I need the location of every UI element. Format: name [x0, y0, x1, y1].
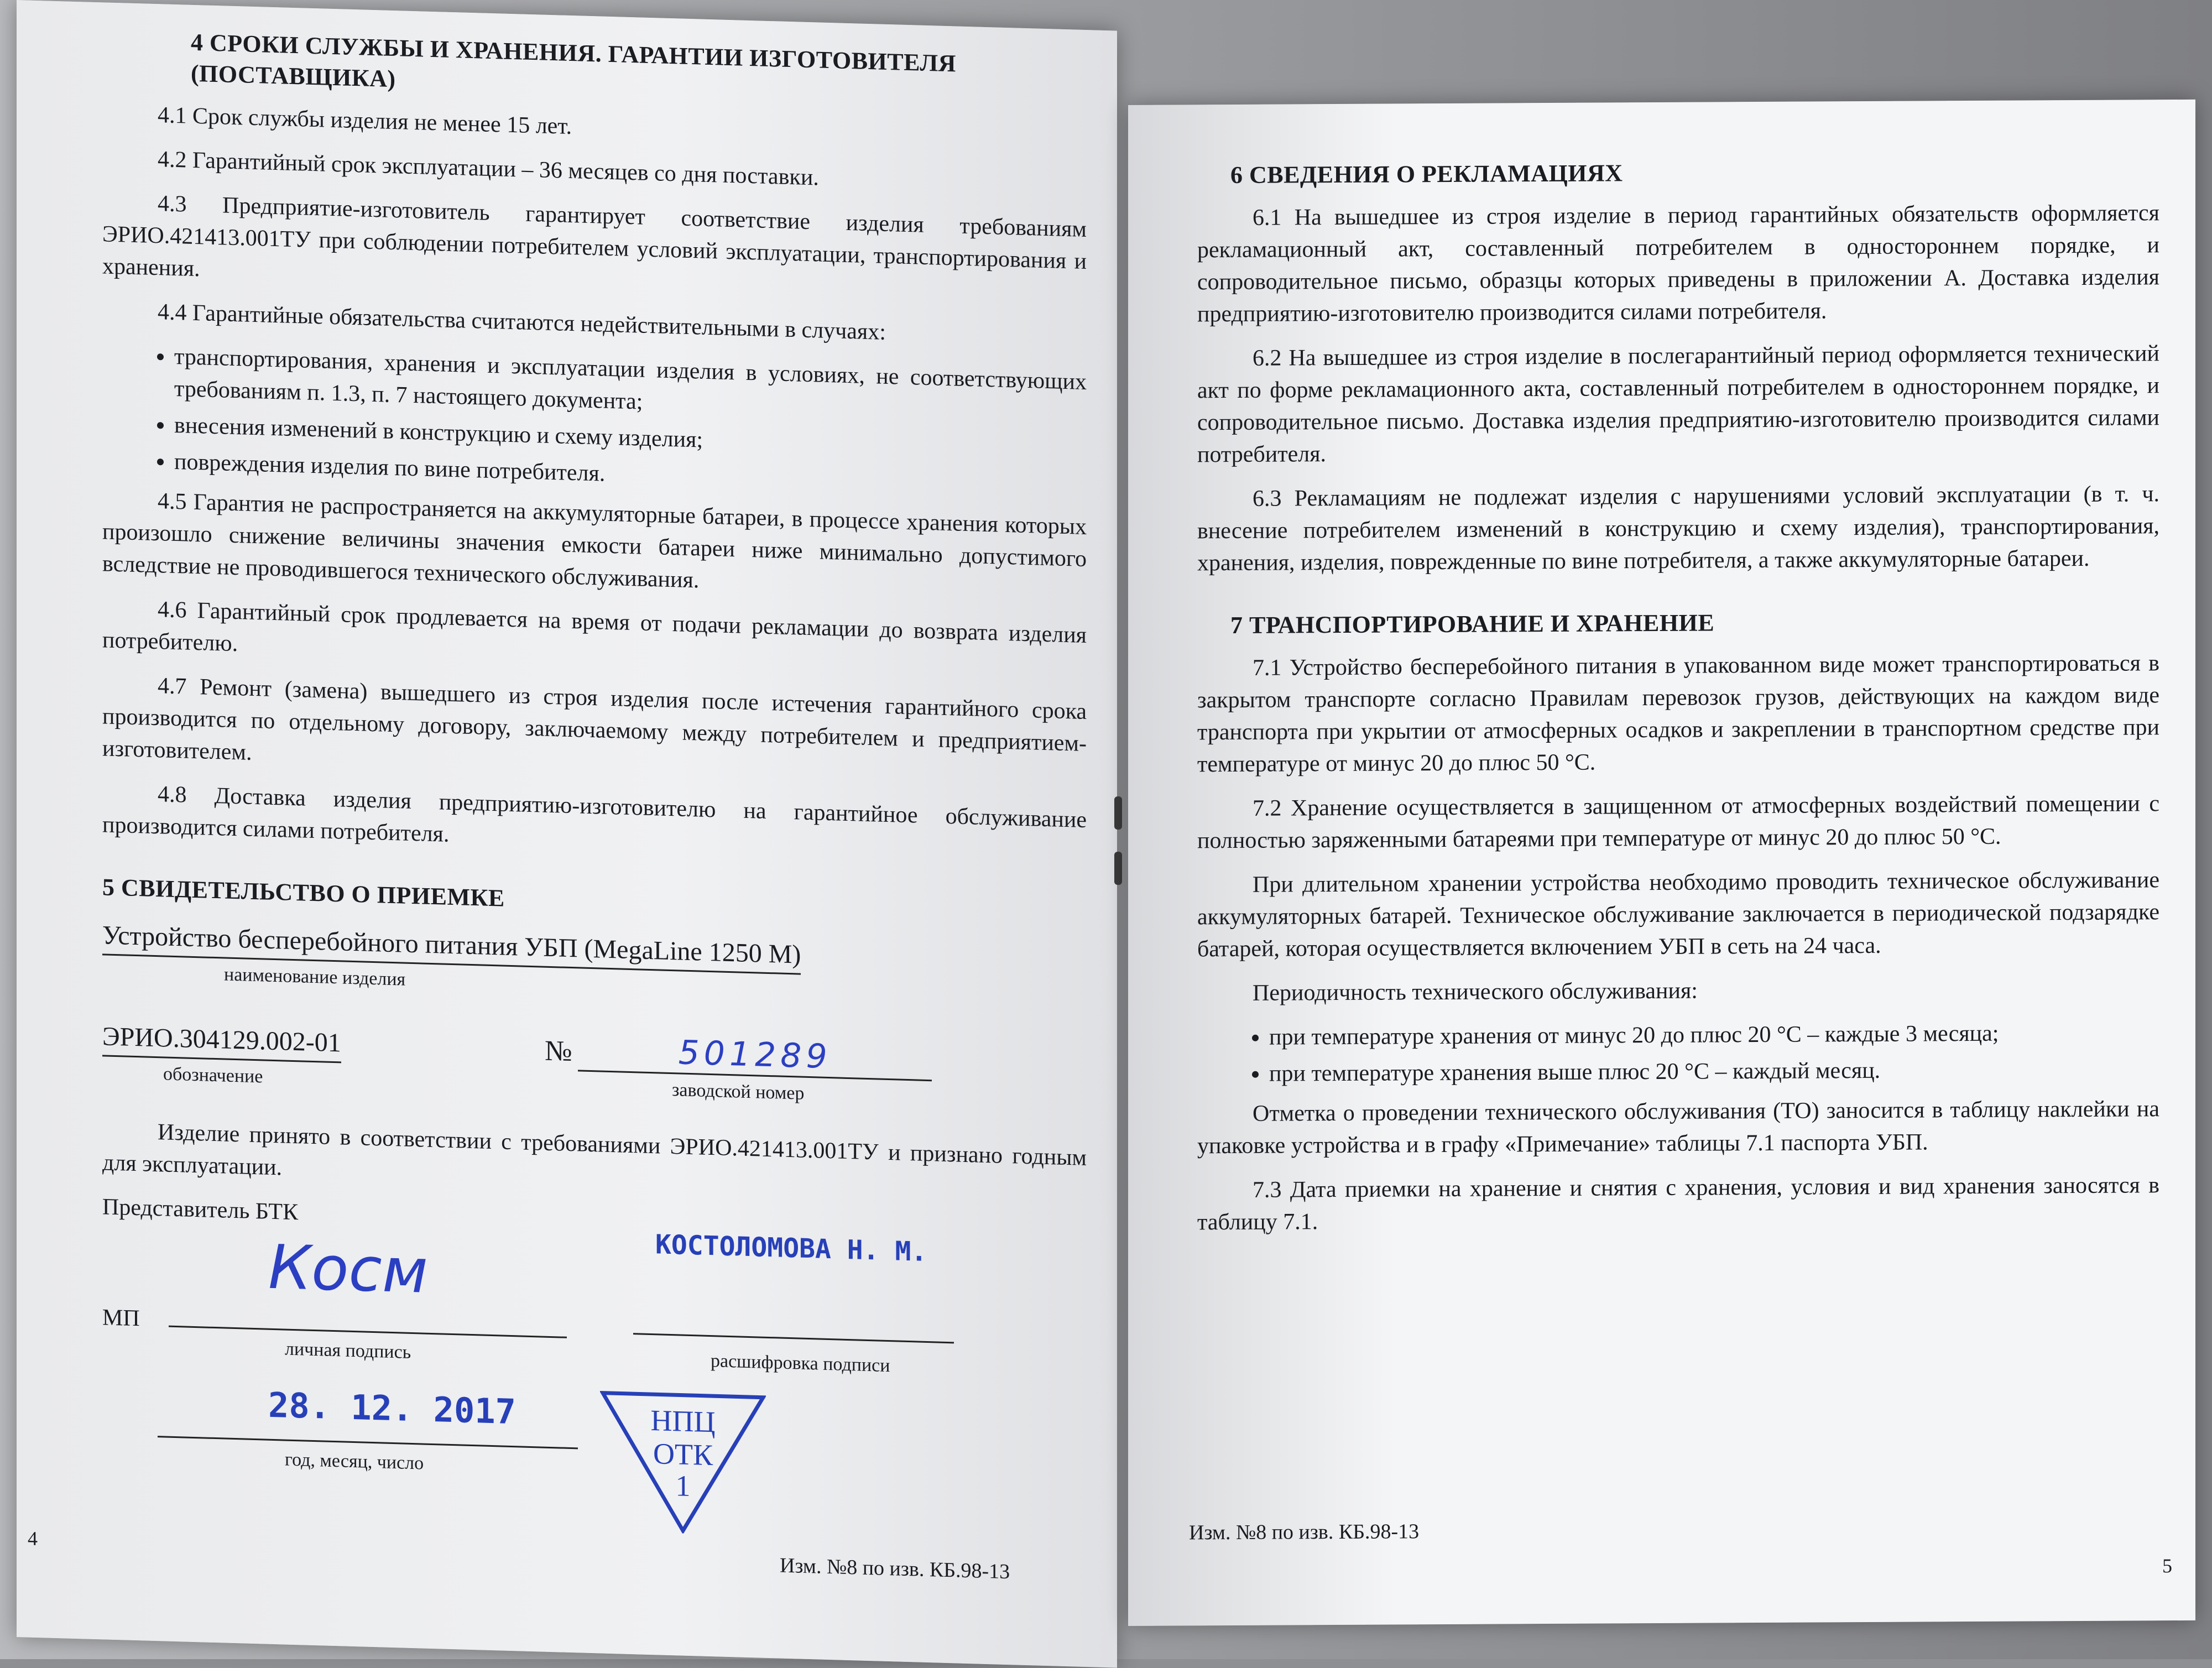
right-page-content [1197, 155, 2159, 1250]
serial-caption: заводской номер [672, 1080, 805, 1104]
list-item: • внесения изменений в конструкцию и схему изделия; [174, 409, 1087, 467]
designation-value: ЭРИО.304129.002-01 [102, 1020, 341, 1063]
paragraph-4-3: 4.3 Предприятие-изготовитель гарантирует соответствие изделия требованиям ЭРИО.421413.001ТУ при соблюдении потребителем условий эксплуатации, транспортирования и хранения. [102, 191, 1087, 282]
signature-block [102, 1229, 1087, 1503]
designation-row [102, 1020, 1087, 1131]
stamp-line-2: ОТК [653, 1437, 713, 1472]
paragraph-4-2: 4.2 Гарантийный срок эксплуатации – 36 месяцев со дня поставки. [158, 147, 819, 191]
list-item: • транспортирования, хранения и эксплуатации изделия в условиях, не соответствующих требованиям п. 1.3, п. 7 настоящего документа; [174, 341, 1087, 430]
binding-ring [1114, 852, 1122, 885]
name-line [633, 1229, 954, 1343]
list-4-4 [102, 338, 1087, 503]
page-number-left: 4 [28, 1527, 38, 1550]
otk-stamp [600, 1387, 766, 1535]
product-name-caption: наименование изделия [224, 964, 406, 990]
acceptance-text: Изделие принято в соответствии с требованиями ЭРИО.421413.001ТУ и признано годным для эксплуатации. [102, 1119, 1087, 1181]
section-6-title: 6 СВЕДЕНИЯ О РЕКЛАМАЦИЯХ [1230, 159, 1623, 189]
date-caption: год, месяц, число [285, 1449, 424, 1474]
left-page-content [102, 24, 1087, 1503]
paragraph-7-1: 7.1 Устройство бесперебойного питания в упакованном виде может транспортироваться в закрытом транспорте согласно Правилам перевозок грузов, действующих на каждом виде транспорта при укрытии от атмосферных осадков и закреплении в транспортном средстве при температуре от минус 20 до плюс 50 °С. [1197, 650, 2159, 778]
left-page [17, 0, 1117, 1668]
footer-right: Изм. №8 по изв. КБ.98-13 [1189, 1520, 1420, 1545]
page-number-right: 5 [2162, 1555, 2172, 1577]
product-name: Устройство бесперебойного питания УБП (MegaLine 1250 M) [102, 919, 801, 974]
date-line [158, 1375, 578, 1449]
paragraph-4-1: 4.1 Срок службы изделия не менее 15 лет. [158, 102, 572, 140]
paragraph-7-2-mark: Отметка о проведении технического обслуживания (ТО) заносится в таблицу наклейки на упаковке устройства и в графу «Примечание» таблицы 7.1 паспорта УБП. [1197, 1096, 2159, 1159]
paragraph-7-2-storage: При длительном хранении устройства необходимо проводить техническое обслуживание аккумуляторных батарей. Техническое обслуживание заключается в периодической подзарядке батарей, которая осуществляется включением УБП в сеть на 24 часа. [1197, 867, 2159, 962]
list-item: • при температуре хранения выше плюс 20 °С – каждый месяц. [1269, 1053, 2159, 1090]
section-5-title: 5 СВИДЕТЕЛЬСТВО О ПРИЕМКЕ [102, 873, 505, 912]
paragraph-7-2: 7.2 Хранение осуществляется в защищенном от атмосферных воздействий помещении с полностью заряженными батареями при температуре от минус 20 до плюс 50 °С. [1197, 791, 2159, 854]
paragraph-6-3: 6.3 Рекламациям не подлежат изделия с нарушениями условий эксплуатации (в т. ч. внесение потребителем изменений в конструкцию и схему изделия), транспортирования, хранения, изделия, поврежденные по вине потребителя, а также аккумуляторные батареи. [1197, 481, 2159, 576]
mp-label: МП [102, 1305, 140, 1332]
acceptance-date: 28. 12. 2017 [268, 1384, 516, 1432]
paragraph-7-2-period: Периодичность технического обслуживания: [1253, 978, 1698, 1006]
paragraph-4-4: 4.4 Гарантийные обязательства считаются недействительными в случаях: [158, 299, 886, 345]
stamp-line-3: 1 [675, 1469, 691, 1503]
section-4-title: 4 СРОКИ СЛУЖБЫ И ХРАНЕНИЯ. ГАРАНТИИ ИЗГОТОВИТЕЛЯ (ПОСТАВЩИКА) [191, 28, 956, 93]
right-page [1128, 100, 2195, 1626]
list-item: • повреждения изделия по вине потребителя. [174, 446, 1087, 503]
list-maintenance [1197, 1017, 2159, 1090]
signature: Косм [268, 1231, 428, 1307]
list-item: • при температуре хранения от минус 20 до плюс 20 °С – каждые 3 месяца; [1269, 1017, 2159, 1053]
designation-caption: обозначение [163, 1064, 263, 1087]
footer-left: Изм. №8 по изв. КБ.98-13 [780, 1554, 1010, 1584]
representative-label: Представитель БТК [102, 1194, 299, 1226]
paragraph-4-6: 4.6 Гарантийный срок продлевается на время от подачи рекламации до возврата изделия потребителю. [102, 597, 1087, 657]
signature-line [169, 1231, 567, 1338]
paragraph-7-3: 7.3 Дата приемки на хранение и снятия с хранения, условия и вид хранения заносятся в таблицу 7.1. [1197, 1172, 2159, 1236]
designation-field [102, 1020, 341, 1095]
name-caption: расшифровка подписи [711, 1351, 890, 1377]
binding-ring [1114, 796, 1122, 830]
paragraph-6-1: 6.1 На вышедшее из строя изделие в период гарантийных обязательств оформляется рекламационный акт, составленный потребителем в одностороннем порядке, и сопроводительное письмо, образцы которых приведены в приложении А. Доставка изделия предприятию-изготовителю производится силами потребителя. [1197, 200, 2159, 327]
serial-field [545, 1033, 943, 1114]
signature-caption: личная подпись [285, 1338, 411, 1363]
paragraph-4-7: 4.7 Ремонт (замена) вышедшего из строя изделия после истечения гарантийного срока производится по отдельному договору, заключаемому между потребителем и предприятием-изготовителем. [102, 673, 1087, 765]
section-7-title: 7 ТРАНСПОРТИРОВАНИЕ И ХРАНЕНИЕ [1230, 609, 1715, 639]
paragraph-4-8: 4.8 Доставка изделия предприятию-изготовителю на гарантийное обслуживание производится силами потребителя. [102, 781, 1087, 847]
number-label: № [545, 1035, 572, 1068]
stamp-line-1: НПЦ [650, 1404, 716, 1439]
paragraph-6-2: 6.2 На вышедшее из строя изделие в послегарантийный период оформляется технический акт по форме рекламационного акта, составленный потребителем в одностороннем порядке, и сопроводительное письмо. Доставка изделия предприятию-изготовителю производится силами потребителя. [1197, 341, 2159, 468]
name-stamp: КОСТОЛОМОВА Н. М. [655, 1229, 927, 1268]
paragraph-4-5: 4.5 Гарантия не распространяется на аккумуляторные батареи, в процессе хранения которых произошло снижение величины значения емкости батареи ниже минимально допустимого вследствие не проводившегося технического обслуживания. [102, 488, 1087, 593]
serial-number: 501289 [678, 1033, 832, 1077]
product-name-field [102, 919, 1087, 1015]
